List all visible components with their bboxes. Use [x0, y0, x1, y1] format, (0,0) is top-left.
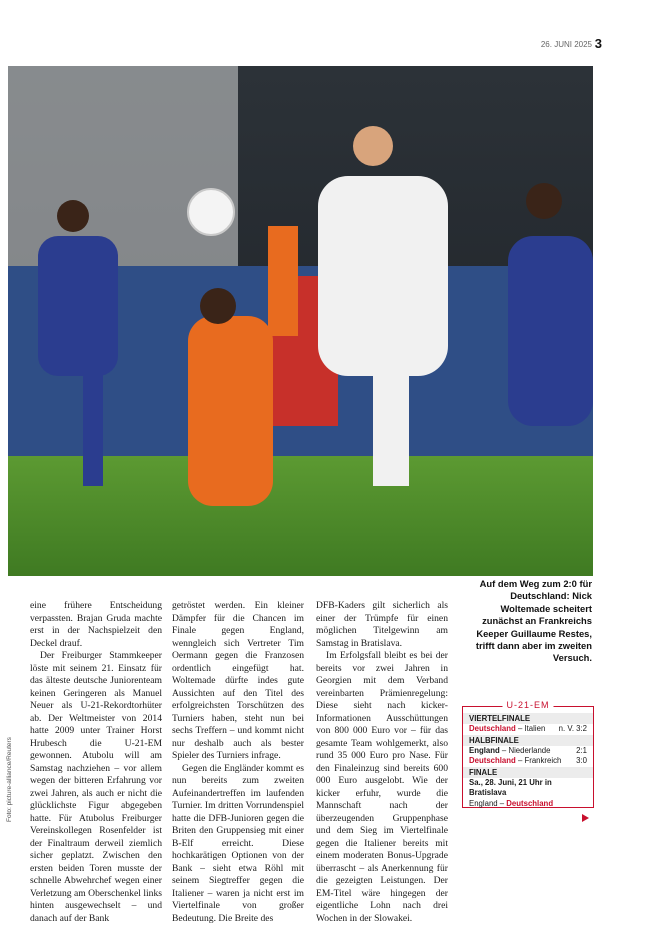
ball [188, 189, 234, 235]
paragraph: DFB-Kaders gilt sicherlich als einer der Trümpfe für einen möglichen Titelgewinn am Samstag in Bratislava. [316, 600, 448, 650]
paragraph: eine frühere Entscheidung verpassten. Brajan Gruda machte erst in der Nachspielzeit den Deckel drauf. [30, 600, 162, 650]
score: n. V. 3:2 [559, 724, 587, 735]
result-row: Deutschland – Italien n. V. 3:2 [469, 724, 587, 735]
photo-credit: Foto: picture-alliance/Reuters [6, 712, 18, 822]
section-header: HALBFINALE [463, 735, 593, 746]
continue-arrow-icon [582, 814, 589, 822]
section-header: VIERTELFINALE [463, 713, 593, 724]
final-note: Sa., 28. Juni, 21 Uhr in Bratislava [469, 778, 587, 799]
result-row: England – Niederlande 2:1 [469, 746, 587, 757]
issue-date: 26. JUNI 2025 [541, 40, 592, 49]
paragraph: Der Freiburger Stammkeeper löste mit seinem 21. Einsatz für das älteste deutsche Juniorenteam keinen Geringeren als Manuel Neuer als U-21-Rekordtorhüter ab. Der Weltmeister von 2014 hatte 2009 unter Trainer Horst Hrubesch die U-21-EM gewonnen. Atubolu will am Samstag nachziehen – vor allem wegen der bitteren Erfahrung vor zwei Jahren, als auch er nicht die glücklichste Figur abgegeben hatte. Für Atubolus Freiburger Vereinskollegen Rosenfelder ist der Finaltraum derweil ziemlich sicher geplatzt. Zwischen den ersten beiden Toren musste der schnelle Abwehrchef wegen einer Verletzung am Oberschenkel links hinten ausgewechselt – und danach auf der Bank [30, 650, 162, 925]
photo-caption: Auf dem Weg zum 2:0 für Deutschland: Nick Woltemade scheitert zunächst an Frankreichs Keeper Guillaume Restes, trifft dann aber im zweiten Versuch. [458, 578, 592, 665]
score: 3:0 [576, 756, 587, 767]
section-header: FINALE [463, 767, 593, 778]
page-number: 3 [595, 36, 602, 51]
article-column-3 [316, 600, 448, 925]
article-column-2 [172, 600, 304, 925]
score: 2:1 [576, 746, 587, 757]
u21-title: U-21-EM [502, 700, 553, 710]
result-row: England – Deutschland [469, 799, 587, 810]
match-photo [8, 66, 593, 576]
paragraph: Im Erfolgsfall bleibt es bei der bereits vor zwei Jahren in Georgien mit dem Verband vereinbarten Prämienregelung: Diese sieht nach kicker-Informationen Ausschüttungen von 800 000 Euro vor – für das gesamte Team wohlgemerkt, also rund 35 000 Euro pro Nase. Für den Finaleinzug sind bereits 600 000 Euro ausgelobt. Wie der kicker erfuhr, wurde die Mannschaft nach der überzeugenden Gruppenphase und dem Sieg im Viertelfinale gegen die Italiener bereits mit einem moderaten Bonus-Upgrade überrascht – als Anerkennung für die gezeigten Leistungen. Der EM-Titel wäre hingegen der eigentliche Lohn nach drei Wochen in der Slowakei. [316, 650, 448, 925]
result-row: Deutschland – Frankreich 3:0 [469, 756, 587, 767]
paragraph: Gegen die Engländer kommt es nun bereits zum zweiten Aufeinandertreffen im laufenden Turnier. Im dritten Vorrundenspiel hatte die DFB-Junioren gegen die Briten den Gruppensieg mit einer B-Elf erreicht. Diese hochkarätigen Optionen von der Bank – sieht etwa Röhl mit seinem Siegtreffer gegen die Italiener – waren ja nicht erst im Viertelfinale von großer Bedeutung. Die Breite des [172, 763, 304, 925]
paragraph: getröstet werden. Ein kleiner Dämpfer für die Chancen im Finale gegen England, wenngleich sich Vertreter Tim Oermann gegen die Franzosen ordentlich eingefügt hat. Woltemade dürfte indes gute Aussichten auf den Titel des erfolgreichsten Torschützen des Turniers haben, steht nun bei sechs Treffern – und kommt nicht nur deshalb auch als bester Spieler des Turniers infrage. [172, 600, 304, 763]
u21-results-box [462, 706, 594, 808]
article-column-1 [30, 600, 162, 925]
